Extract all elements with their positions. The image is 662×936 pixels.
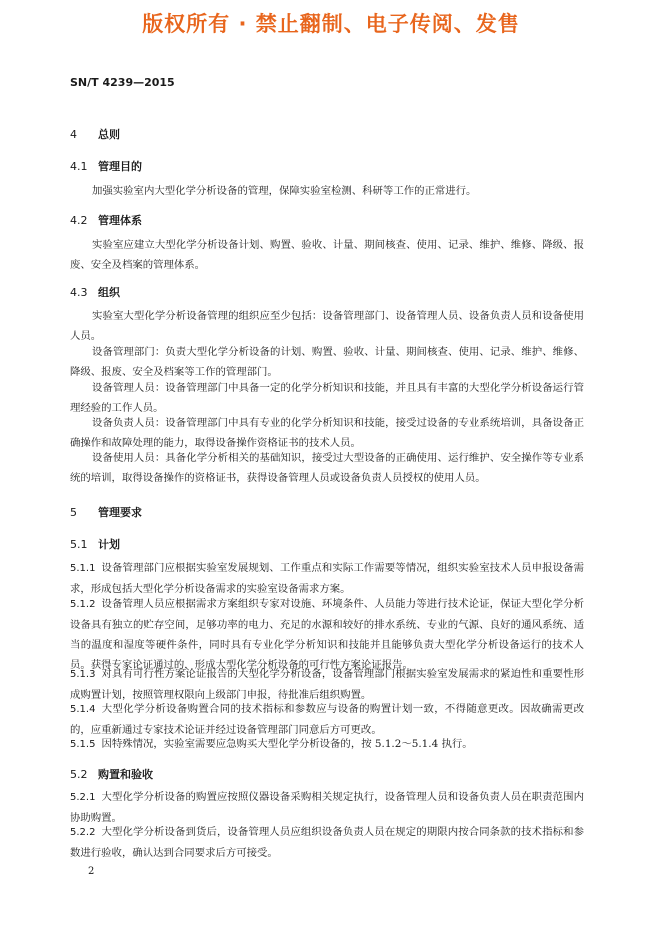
standard-code: SN/T 4239—2015 bbox=[70, 76, 175, 89]
clause-5-2-2 bbox=[70, 822, 584, 863]
section-number: 5 bbox=[70, 506, 77, 519]
section-title: 购置和验收 bbox=[98, 768, 153, 781]
section-number: 4 bbox=[70, 128, 77, 141]
clause-text: 对具有可行性方案论证报告的大型化学分析设备，设备管理部门根据实验室发展需求的紧迫性和重要性形成购置计划，按照管理权限向上级部门申报，待批准后组织购置。 bbox=[70, 668, 584, 701]
clause-number: 5.1.3 bbox=[70, 669, 96, 680]
clause-text: 因特殊情况，实验室需要应急购买大型化学分析设备的，按 5.1.2～5.1.4 执行。 bbox=[101, 738, 473, 750]
section-number: 4.1 bbox=[70, 160, 88, 173]
section-number: 4.3 bbox=[70, 286, 88, 299]
section-5-2-heading bbox=[70, 766, 153, 782]
section-title: 管理目的 bbox=[98, 160, 142, 173]
section-4-heading bbox=[70, 126, 120, 142]
section-number: 5.2 bbox=[70, 768, 88, 781]
page-number: 2 bbox=[88, 866, 95, 877]
section-title: 计划 bbox=[98, 538, 120, 551]
clause-number: 5.1.2 bbox=[70, 599, 96, 610]
clause-5-1-5 bbox=[70, 734, 584, 755]
clause-text: 设备管理人员应根据需求方案组织专家对设施、环境条件、人员能力等进行技术论证，保证大型化学分析设备具有独立的贮存空间，足够功率的电力、充足的水源和较好的排水系统、专业的气源、良好的通风系统、适当的温度和湿度等硬件条件，同时具有专业化学分析知识和技能并且能够负责大型化学分析设备运行的技术人员。获得专家论证通过的，形成大型化学分析设备的可行性方案论证报告。 bbox=[70, 598, 584, 671]
clause-text: 设备管理部门应根据实验室发展规划、工作重点和实际工作需要等情况，组织实验室技术人员申报设备需求，形成包括大型化学分析设备需求的实验室设备需求方案。 bbox=[70, 562, 584, 595]
section-4-2-paragraph: 实验室应建立大型化学分析设备计划、购置、验收、计量、期间核查、使用、记录、维护、维修、降级、报废、安全及档案的管理体系。 bbox=[70, 239, 584, 271]
section-5-heading bbox=[70, 504, 142, 520]
section-number: 5.1 bbox=[70, 538, 88, 551]
section-5-1-heading bbox=[70, 536, 120, 552]
clause-5-1-1 bbox=[70, 558, 584, 599]
section-title: 总则 bbox=[98, 128, 120, 141]
section-number: 4.2 bbox=[70, 214, 88, 227]
clause-number: 5.1.5 bbox=[70, 739, 96, 750]
clause-number: 5.1.1 bbox=[70, 563, 96, 574]
section-4-3-paragraph-4: 设备负责人员：设备管理部门中具有专业的化学分析知识和技能，接受过设备的专业系统培训，具备设备正确操作和故障处理的能力，取得设备操作资格证书的技术人员。 bbox=[70, 417, 584, 449]
section-4-3-paragraph-1: 实验室大型化学分析设备管理的组织应至少包括：设备管理部门、设备管理人员、设备负责人员和设备使用人员。 bbox=[70, 310, 584, 342]
section-4-1-paragraph: 加强实验室内大型化学分析设备的管理，保障实验室检测、科研等工作的正常进行。 bbox=[92, 185, 477, 197]
clause-number: 5.1.4 bbox=[70, 704, 96, 715]
clause-number: 5.2.1 bbox=[70, 792, 96, 803]
section-title: 管理体系 bbox=[98, 214, 142, 227]
section-4-2-heading bbox=[70, 212, 142, 228]
clause-number: 5.2.2 bbox=[70, 827, 96, 838]
clause-text: 大型化学分析设备购置合同的技术指标和参数应与设备的购置计划一致，不得随意更改。因故确需更改的，应重新通过专家技术论证并经过设备管理部门同意后方可更改。 bbox=[70, 703, 584, 736]
clause-5-1-2 bbox=[70, 594, 584, 675]
section-4-3-paragraph-5: 设备使用人员：具备化学分析相关的基础知识，接受过大型设备的正确使用、运行维护、安全操作等专业系统的培训，取得设备操作的资格证书，获得设备管理人员或设备负责人员授权的使用人员。 bbox=[70, 452, 584, 484]
copyright-banner: 版权所有 · 禁止翻制、电子传阅、发售 bbox=[142, 12, 520, 36]
clause-text: 大型化学分析设备到货后，设备管理人员应组织设备负责人员在规定的期限内按合同条款的技术指标和参数进行验收，确认达到合同要求后方可接受。 bbox=[70, 826, 584, 859]
section-4-3-heading bbox=[70, 284, 120, 300]
section-title: 组织 bbox=[98, 286, 120, 299]
section-4-3-paragraph-2: 设备管理部门：负责大型化学分析设备的计划、购置、验收、计量、期间核查、使用、记录、维护、维修、降级、报废、安全及档案等工作的管理部门。 bbox=[70, 346, 584, 378]
section-title: 管理要求 bbox=[98, 506, 142, 519]
section-4-3-paragraph-3: 设备管理人员：设备管理部门中具备一定的化学分析知识和技能，并且具有丰富的大型化学分析设备运行管理经验的工作人员。 bbox=[70, 382, 584, 414]
clause-text: 大型化学分析设备的购置应按照仪器设备采购相关规定执行，设备管理人员和设备负责人员在职责范围内协助购置。 bbox=[70, 791, 584, 824]
section-4-1-heading bbox=[70, 158, 142, 174]
